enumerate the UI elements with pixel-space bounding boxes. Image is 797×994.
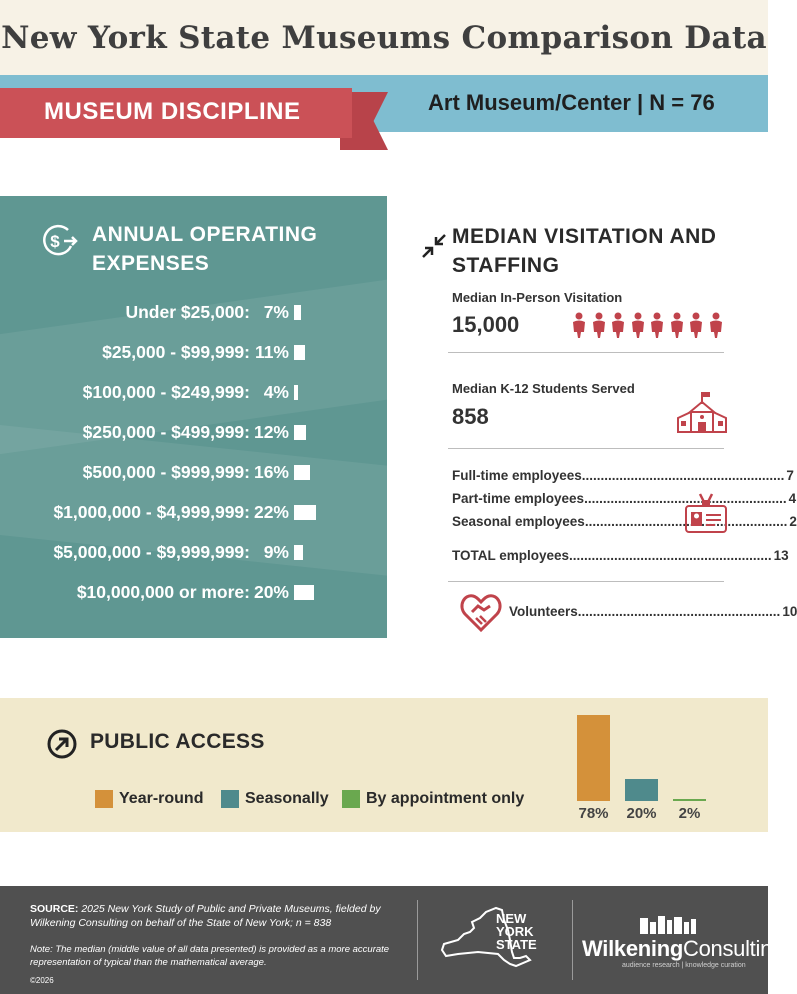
expense-percent: 12% [253, 422, 289, 442]
expense-percent: 7% [263, 302, 289, 322]
expense-range-label: $250,000 - $499,999: [82, 422, 250, 442]
svg-text:$: $ [50, 232, 60, 251]
person-icon [709, 312, 723, 338]
employee-count: 7 [786, 468, 794, 483]
access-bar [625, 779, 658, 801]
legend-label: By appointment only [366, 790, 525, 807]
expense-row [0, 300, 387, 330]
dollar-arrow-icon [42, 222, 78, 258]
expense-range-label: $5,000,000 - $9,999,999: [53, 542, 250, 562]
expense-range-label: $10,000,000 or more: [76, 582, 250, 602]
expense-percent: 4% [263, 382, 289, 402]
employee-count: 4 [788, 491, 797, 506]
access-bar [577, 715, 610, 801]
bookshelf-logo-icon [640, 914, 696, 936]
nys-line: STATE [496, 937, 537, 952]
note-text: Note: The median (middle value of all data presented) is provided as a more accurate representation of typical than the mathematical average. [30, 944, 390, 968]
employee-type: Part-time employees [452, 491, 585, 506]
expense-range-label: Under $25,000: [125, 302, 250, 322]
page-title: New York State Museums Comparison Data [1, 20, 767, 56]
id-badge-icon [684, 492, 728, 536]
expense-percent: 20% [253, 582, 289, 602]
k12-label: Median K-12 Students Served [452, 381, 635, 396]
expense-bar [294, 385, 298, 400]
expense-bar [294, 425, 306, 440]
divider [448, 352, 724, 353]
expense-bar [294, 305, 301, 320]
k12-value: 858 [452, 404, 489, 429]
expense-percent: 16% [253, 462, 289, 482]
access-bar-label: 2% [678, 805, 701, 822]
volunteers-row [509, 604, 797, 619]
expense-row [0, 500, 387, 530]
expense-row [0, 340, 387, 370]
discipline-value: Art Museum/Center | N = 76 [428, 90, 715, 115]
source-label: SOURCE: [30, 903, 79, 915]
expenses-title: ANNUAL OPERATING EXPENSES [92, 223, 318, 275]
person-icon [611, 312, 625, 338]
wc-name-bold: Wilkening [582, 936, 683, 961]
employee-count: 13 [773, 548, 789, 563]
visitation-label: Median In-Person Visitation [452, 290, 623, 305]
access-bar-label: 20% [626, 805, 657, 822]
footer-divider [572, 900, 573, 980]
employee-type: TOTAL employees [452, 548, 570, 563]
legend-label: Seasonally [245, 790, 329, 807]
heart-handshake-icon [460, 592, 502, 632]
expense-range-label: $1,000,000 - $4,999,999: [53, 502, 250, 522]
arrow-circle-icon [46, 728, 78, 760]
legend-item-appointment [342, 790, 524, 808]
employee-row-parttime [452, 491, 797, 506]
expense-bar [294, 465, 310, 480]
employee-row-fulltime [452, 468, 794, 483]
divider [448, 581, 724, 582]
expense-row [0, 540, 387, 570]
legend-swatch [95, 790, 113, 808]
legend-swatch [221, 790, 239, 808]
source-text [30, 902, 410, 930]
source-body: 2025 New York Study of Public and Private Museums, fielded by Wilkening Consulting on behalf of the State of New York; n = 838 [30, 903, 381, 929]
expense-range-label: $100,000 - $249,999: [82, 382, 250, 402]
person-icon [631, 312, 645, 338]
nys-line: NEW [496, 911, 527, 926]
volunteers-count: 10 [782, 604, 797, 619]
volunteers-label: Volunteers [509, 604, 578, 619]
divider [448, 448, 724, 449]
legend-label: Year-round [119, 790, 204, 807]
person-icon [670, 312, 684, 338]
legend-item-seasonally [221, 790, 329, 808]
nys-line: YORK [496, 924, 534, 939]
compress-arrows-icon [420, 232, 448, 260]
median-title: MEDIAN VISITATION AND STAFFING [452, 225, 717, 277]
expense-range-label: $500,000 - $999,999: [82, 462, 250, 482]
schoolhouse-icon [676, 390, 728, 434]
access-bar [673, 799, 706, 801]
wilkening-consulting-logo [582, 936, 784, 962]
expense-row [0, 420, 387, 450]
expense-percent: 11% [254, 342, 289, 362]
person-icon [650, 312, 664, 338]
nys-logo-text [496, 912, 537, 951]
employee-row-seasonal [452, 514, 797, 529]
person-icon [689, 312, 703, 338]
person-icon [572, 312, 586, 338]
expense-row [0, 380, 387, 410]
expense-percent: 9% [263, 542, 289, 562]
copyright: ©2026 [30, 976, 54, 985]
employee-type: Seasonal employees [452, 514, 585, 529]
employee-row-total [452, 548, 789, 563]
person-icon [592, 312, 606, 338]
expense-bar [294, 585, 314, 600]
access-bar-label: 78% [578, 805, 609, 822]
expense-bar [294, 505, 316, 520]
expense-range-label: $25,000 - $99,999: [102, 342, 250, 362]
employee-count: 2 [789, 514, 797, 529]
wc-tagline: audience research | knowledge curation [622, 962, 746, 969]
visitation-value: 15,000 [452, 312, 520, 337]
footer-divider [417, 900, 418, 980]
legend-item-year-round [95, 790, 203, 808]
expense-bar [294, 545, 303, 560]
expense-percent: 22% [253, 502, 289, 522]
expense-row [0, 580, 387, 610]
wc-name-rest: Consulting [683, 936, 784, 961]
expense-bar [294, 345, 305, 360]
discipline-label: MUSEUM DISCIPLINE [44, 98, 301, 125]
public-access-title: PUBLIC ACCESS [90, 730, 265, 753]
legend-swatch [342, 790, 360, 808]
employee-type: Full-time employees [452, 468, 582, 483]
expense-row [0, 460, 387, 490]
